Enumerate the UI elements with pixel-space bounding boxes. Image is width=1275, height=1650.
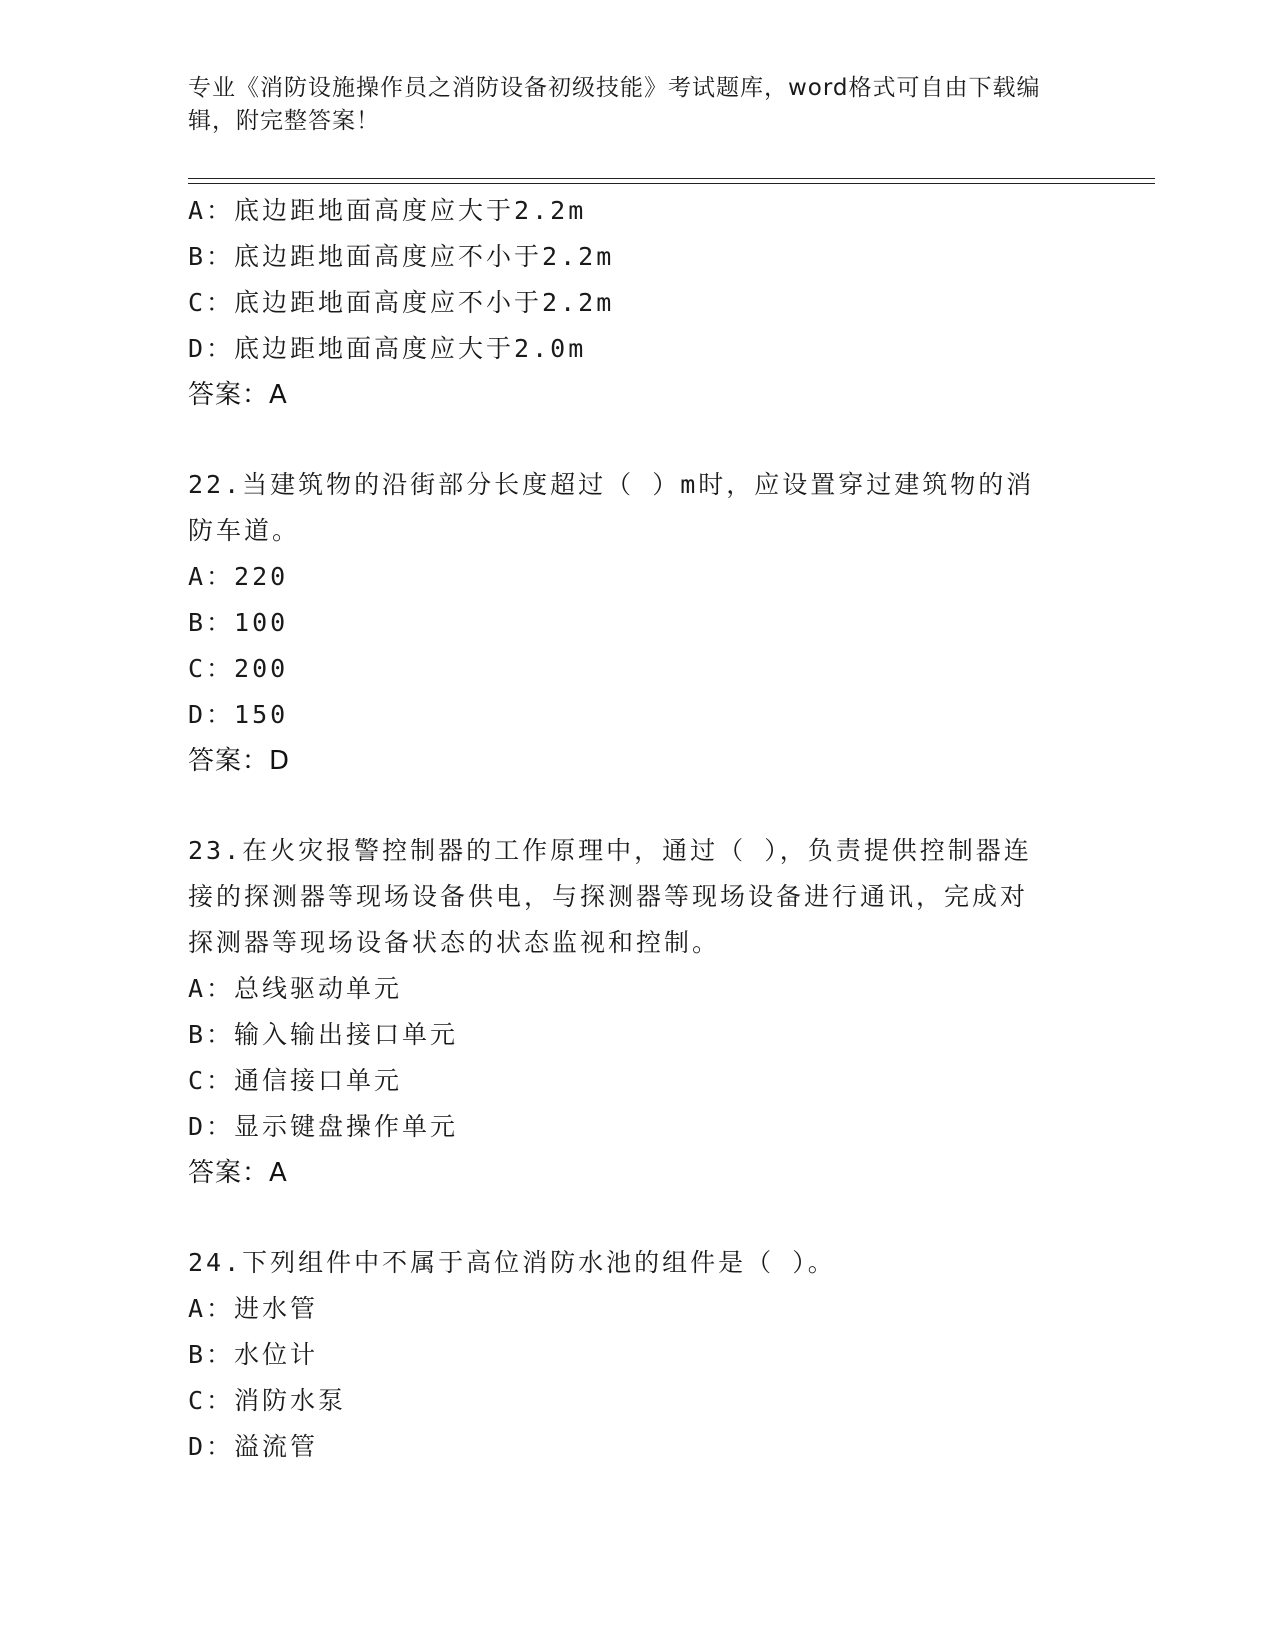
question-stem-continued: 探测器等现场设备状态的状态监视和控制。	[188, 928, 721, 957]
question-list	[188, 188, 1088, 1470]
question-stem: 24.下列组件中不属于高位消防水池的组件是（ ）。	[188, 1248, 836, 1277]
option-d: D：150	[188, 700, 289, 729]
question-21-partial	[188, 188, 1088, 418]
answer-label: 答案：A	[188, 1158, 288, 1188]
question-24	[188, 1240, 1088, 1470]
option-a: A：进水管	[188, 1294, 319, 1323]
option-a: A：底边距地面高度应大于2.2m	[188, 196, 587, 225]
option-d: D：底边距地面高度应大于2.0m	[188, 334, 587, 363]
question-23	[188, 828, 1088, 1196]
option-a: A：总线驱动单元	[188, 974, 403, 1003]
option-b: B：水位计	[188, 1340, 319, 1369]
option-c: C：通信接口单元	[188, 1066, 403, 1095]
answer-label: 答案：A	[188, 380, 288, 410]
question-22	[188, 462, 1088, 784]
header-divider-secondary	[188, 183, 1155, 184]
question-stem-continued: 接的探测器等现场设备供电，与探测器等现场设备进行通讯，完成对	[188, 882, 1029, 911]
option-b: B：底边距地面高度应不小于2.2m	[188, 242, 615, 271]
header-text: 专业《消防设施操作员之消防设备初级技能》考试题库，word格式可自由下载编辑，附完整答案！	[188, 75, 1041, 134]
option-c: C：底边距地面高度应不小于2.2m	[188, 288, 615, 317]
option-d: D：显示键盘操作单元	[188, 1112, 459, 1141]
header-divider	[188, 178, 1155, 179]
option-d: D：溢流管	[188, 1432, 319, 1461]
option-a: A：220	[188, 562, 289, 591]
question-stem: 23.在火灾报警控制器的工作原理中，通过（ ），负责提供控制器连	[188, 836, 1032, 865]
option-c: C：200	[188, 654, 289, 683]
option-b: B：输入输出接口单元	[188, 1020, 459, 1049]
option-b: B：100	[188, 608, 289, 637]
option-c: C：消防水泵	[188, 1386, 347, 1415]
answer-label: 答案：D	[188, 746, 291, 776]
question-stem: 22.当建筑物的沿街部分长度超过（ ）m时，应设置穿过建筑物的消	[188, 470, 1035, 499]
document-header	[188, 72, 1068, 138]
question-stem-continued: 防车道。	[188, 516, 301, 545]
